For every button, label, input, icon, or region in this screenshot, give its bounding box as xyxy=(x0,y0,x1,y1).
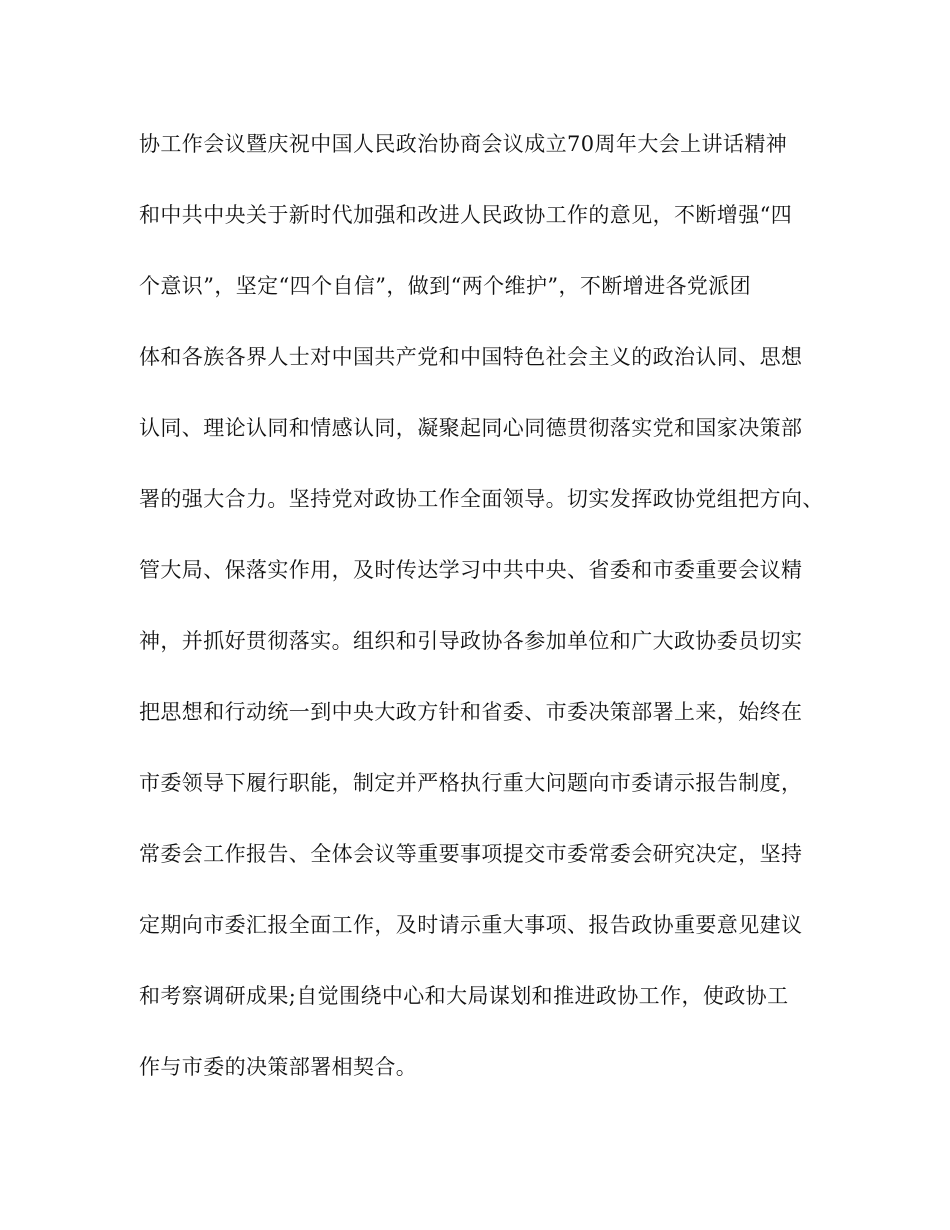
text-line: 个意识”，坚定“四个自信”，做到“两个维护”，不断增进各党派团 xyxy=(139,274,752,298)
text-line: 和中共中央关于新时代加强和改进人民政协工作的意见，不断增强“四 xyxy=(139,203,793,227)
text-line: 管大局、保落实作用，及时传达学习中共中央、省委和市委重要会议精 xyxy=(139,558,803,582)
text-line: 把思想和行动统一到中央大政方针和省委、市委决策部署上来，始终在 xyxy=(139,700,803,724)
text-line: 作与市委的决策部署相契合。 xyxy=(139,1055,418,1079)
text-line: 市委领导下履行职能，制定并严格执行重大问题向市委请示报告制度， xyxy=(139,771,803,795)
text-line: 署的强大合力。坚持党对政协工作全面领导。切实发挥政协党组把方向、 xyxy=(139,487,824,511)
text-line: 和考察调研成果;自觉围绕中心和大局谋划和推进政协工作，使政协工 xyxy=(139,984,789,1008)
text-line: 定期向市委汇报全面工作，及时请示重大事项、报告政协重要意见建议 xyxy=(139,913,803,937)
text-line: 认同、理论认同和情感认同，凝聚起同心同德贯彻落实党和国家决策部 xyxy=(139,416,803,440)
text-line: 体和各族各界人士对中国共产党和中国特色社会主义的政治认同、思想 xyxy=(139,345,803,369)
text-line: 协工作会议暨庆祝中国人民政治协商会议成立70周年大会上讲话精神 xyxy=(139,132,788,156)
body-text xyxy=(139,124,829,1118)
text-line: 神，并抓好贯彻落实。组织和引导政协各参加单位和广大政协委员切实 xyxy=(139,629,803,653)
text-line: 常委会工作报告、全体会议等重要事项提交市委常委会研究决定，坚持 xyxy=(139,842,803,866)
